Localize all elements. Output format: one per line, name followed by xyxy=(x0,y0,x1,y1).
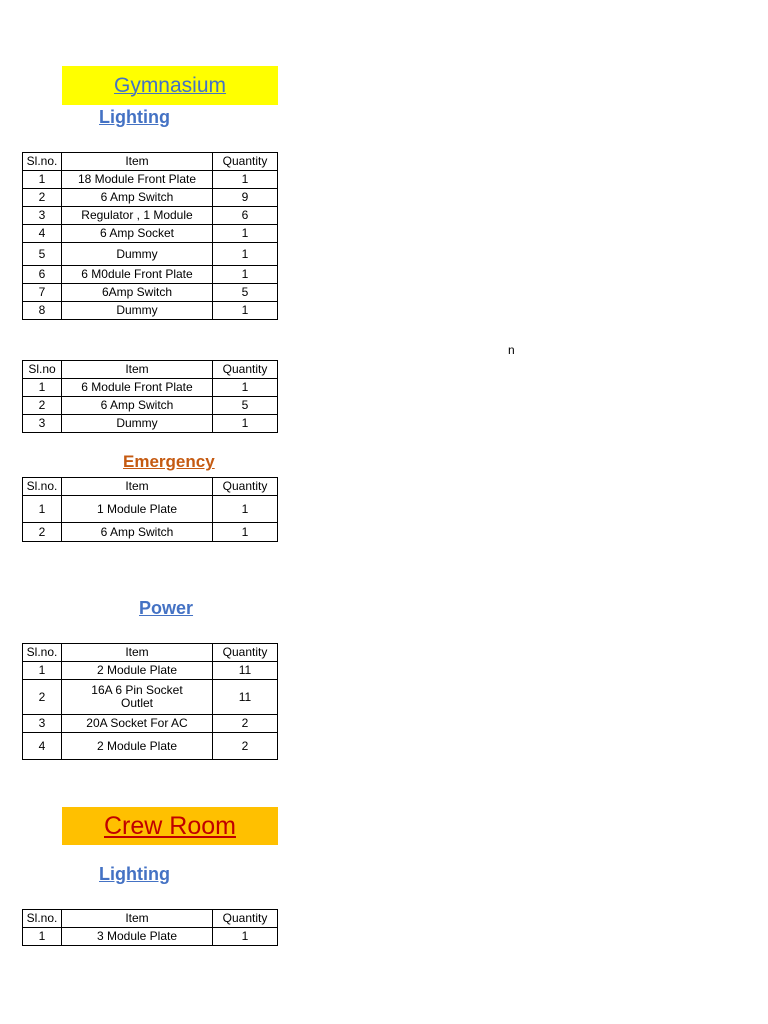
table-header-row xyxy=(23,910,278,928)
table-cell: 2 Module Plate xyxy=(62,662,213,680)
table-cell: 1 xyxy=(213,171,278,189)
crew-lighting-table xyxy=(22,909,278,946)
table-row xyxy=(23,496,278,523)
header-cell: Item xyxy=(62,361,213,379)
table-row xyxy=(23,225,278,243)
table-cell: 1 xyxy=(213,266,278,284)
table-cell: 4 xyxy=(23,225,62,243)
table-cell: Dummy xyxy=(62,415,213,433)
gymnasium-title: Gymnasium xyxy=(113,73,227,97)
header-cell: Quantity xyxy=(213,910,278,928)
table-row xyxy=(23,171,278,189)
table-row xyxy=(23,379,278,397)
table-row xyxy=(23,415,278,433)
table-cell: 11 xyxy=(213,680,278,715)
table-row xyxy=(23,266,278,284)
table-cell: 3 xyxy=(23,715,62,733)
table-cell: 6Amp Switch xyxy=(62,284,213,302)
table-cell: 1 xyxy=(23,496,62,523)
table-row xyxy=(23,243,278,266)
gym-lighting-heading: Lighting xyxy=(99,107,170,127)
table-header-row xyxy=(23,153,278,171)
header-cell: Quantity xyxy=(213,361,278,379)
table-row xyxy=(23,662,278,680)
table-cell: 1 xyxy=(213,523,278,542)
table-cell: 1 xyxy=(23,928,62,946)
table-row xyxy=(23,715,278,733)
table-cell: 1 Module Plate xyxy=(62,496,213,523)
header-cell: Sl.no. xyxy=(23,153,62,171)
table-cell: 5 xyxy=(23,243,62,266)
table-cell: 1 xyxy=(213,928,278,946)
table-cell: 6 Amp Switch xyxy=(62,397,213,415)
table-cell: 7 xyxy=(23,284,62,302)
table-cell: 6 xyxy=(23,266,62,284)
crew-room-title: Crew Room xyxy=(104,811,236,840)
table-cell: 2 xyxy=(23,397,62,415)
table-cell: 1 xyxy=(213,415,278,433)
table-row xyxy=(23,928,278,946)
header-cell: Item xyxy=(62,644,213,662)
table-cell: 5 xyxy=(213,284,278,302)
table-cell: 4 xyxy=(23,733,62,760)
table-cell: 18 Module Front Plate xyxy=(62,171,213,189)
power-table xyxy=(22,643,278,760)
gym-lighting-table xyxy=(22,152,278,320)
header-cell: Sl.no. xyxy=(23,644,62,662)
table-cell: 2 xyxy=(23,680,62,715)
table-cell: 6 Amp Switch xyxy=(62,189,213,207)
table-cell: 1 xyxy=(213,243,278,266)
table-cell: 11 xyxy=(213,662,278,680)
table-cell: 2 xyxy=(213,715,278,733)
table-cell: 8 xyxy=(23,302,62,320)
table-row xyxy=(23,397,278,415)
table-cell: 20A Socket For AC xyxy=(62,715,213,733)
table-cell: 6 Amp Socket xyxy=(62,225,213,243)
header-cell: Quantity xyxy=(213,644,278,662)
table-cell: 3 xyxy=(23,415,62,433)
header-cell: Quantity xyxy=(213,153,278,171)
table-cell: 1 xyxy=(213,302,278,320)
header-cell: Item xyxy=(62,910,213,928)
table-header-row xyxy=(23,478,278,496)
table-cell: 3 xyxy=(23,207,62,225)
table-cell: 1 xyxy=(213,379,278,397)
table-cell: 3 Module Plate xyxy=(62,928,213,946)
table-row xyxy=(23,733,278,760)
table-cell: Regulator , 1 Module xyxy=(62,207,213,225)
table-cell: 9 xyxy=(213,189,278,207)
table-cell: Dummy xyxy=(62,302,213,320)
emergency-heading: Emergency xyxy=(123,452,215,471)
table-cell: 1 xyxy=(23,171,62,189)
gym-lighting-table-2 xyxy=(22,360,278,433)
table-cell: 16A 6 Pin Socket Outlet xyxy=(62,680,213,715)
table-cell: 2 xyxy=(23,523,62,542)
table-cell: 1 xyxy=(23,379,62,397)
table-row xyxy=(23,523,278,542)
table-header-row xyxy=(23,644,278,662)
header-cell: Quantity xyxy=(213,478,278,496)
header-cell: Item xyxy=(62,153,213,171)
stray-text: n xyxy=(508,343,515,357)
table-cell: 5 xyxy=(213,397,278,415)
header-cell: Sl.no. xyxy=(23,910,62,928)
table-cell: 1 xyxy=(213,225,278,243)
power-heading: Power xyxy=(139,598,194,618)
header-cell: Sl.no. xyxy=(23,478,62,496)
header-cell: Item xyxy=(62,478,213,496)
table-header-row xyxy=(23,361,278,379)
crew-room-title-banner xyxy=(62,807,278,845)
table-cell: 6 M0dule Front Plate xyxy=(62,266,213,284)
table-row xyxy=(23,207,278,225)
table-cell: 6 Amp Switch xyxy=(62,523,213,542)
table-cell: 1 xyxy=(213,496,278,523)
table-cell: Dummy xyxy=(62,243,213,266)
table-cell: 2 xyxy=(23,189,62,207)
table-row xyxy=(23,302,278,320)
table-row xyxy=(23,189,278,207)
gymnasium-title-banner xyxy=(62,66,278,105)
table-cell: 2 xyxy=(213,733,278,760)
table-cell: 2 Module Plate xyxy=(62,733,213,760)
table-cell: 1 xyxy=(23,662,62,680)
emergency-table xyxy=(22,477,278,542)
crew-lighting-heading: Lighting xyxy=(99,864,170,884)
header-cell: Sl.no xyxy=(23,361,62,379)
table-cell: 6 xyxy=(213,207,278,225)
table-row xyxy=(23,680,278,715)
table-cell: 6 Module Front Plate xyxy=(62,379,213,397)
table-row xyxy=(23,284,278,302)
